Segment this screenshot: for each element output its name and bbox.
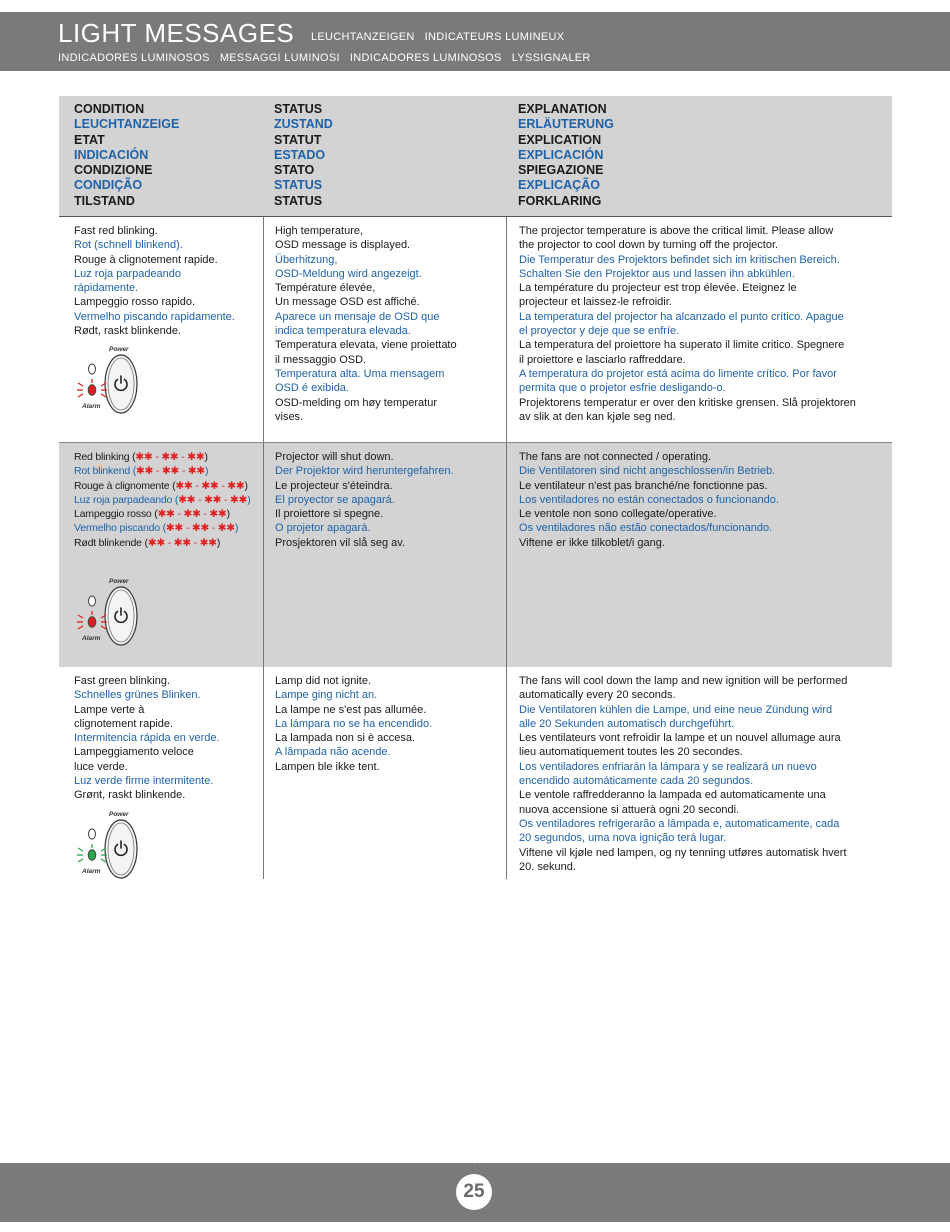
text-line: Projector will shut down. bbox=[275, 451, 394, 463]
power-label: Power bbox=[109, 810, 129, 818]
led-glow-ray bbox=[101, 859, 106, 862]
led-pattern-label: Red blinking ( bbox=[74, 451, 136, 463]
explanation-cell bbox=[506, 443, 892, 667]
text-line: Luz roja parpadeando bbox=[74, 267, 182, 280]
text-line: EXPLICACIÓN bbox=[518, 147, 604, 162]
table-header-row bbox=[59, 96, 892, 217]
text-line: FORKLARING bbox=[518, 193, 602, 208]
text-line: TILSTAND bbox=[74, 193, 135, 208]
text-line: STATUS bbox=[274, 193, 323, 208]
alarm-label: Alarm bbox=[82, 403, 101, 411]
status-cell bbox=[263, 443, 506, 667]
text-line: ERLÄUTERUNG bbox=[518, 117, 614, 132]
text-line: ETAT bbox=[74, 132, 105, 147]
blink-pattern: ✱✱ - ✱✱ - ✱✱ bbox=[157, 508, 227, 521]
led-pattern-close: ) bbox=[244, 479, 248, 492]
text-line: OSD-melding om høy temperatur bbox=[275, 396, 437, 409]
led-glow-ray bbox=[78, 615, 83, 618]
text-line: Lampeggiamento veloce bbox=[74, 746, 194, 759]
alarm-led bbox=[88, 849, 96, 859]
text-line: La température du projecteur est trop élevée. Eteignez le bbox=[519, 282, 797, 295]
text-line: EXPLICAÇÃO bbox=[518, 178, 600, 193]
text-line: Le ventole non sono collegate/operative. bbox=[519, 508, 717, 521]
text-line bbox=[74, 450, 263, 464]
led-pattern-close: ) bbox=[205, 465, 209, 478]
text-line: O projetor apagará. bbox=[275, 522, 371, 535]
text-line: Le ventilateur n'est pas branché/ne fonctionne pas. bbox=[519, 479, 768, 492]
text-line: Die Ventilatoren sind nicht angeschlossen/in Betrieb. bbox=[519, 465, 776, 478]
text-line: Intermitencia rápida en verde. bbox=[74, 732, 220, 745]
text-line: luce verde. bbox=[74, 760, 128, 773]
page-footer bbox=[0, 1163, 950, 1222]
alarm-label: Alarm bbox=[82, 867, 101, 875]
blink-pattern: ✱✱ - ✱✱ - ✱✱ bbox=[135, 465, 206, 478]
power-button-outline bbox=[105, 820, 137, 878]
text-line: The fans are not connected / operating. bbox=[519, 451, 712, 463]
text-line: Lampen ble ikke tent. bbox=[275, 760, 380, 773]
led-pattern-label: Luz roja parpadeando ( bbox=[74, 493, 179, 506]
text-line: permita que o projetor esfrie desligando-o. bbox=[519, 382, 726, 395]
led-glow-ray bbox=[78, 859, 83, 862]
text-line: LEUCHTANZEIGE bbox=[74, 117, 180, 132]
text-line bbox=[74, 464, 263, 478]
page-subtitle-line1: LEUCHTANZEIGEN INDICATEURS LUMINEUX bbox=[311, 31, 565, 43]
condition-text bbox=[74, 674, 263, 803]
text-line: projecteur et laissez-le refroidir. bbox=[519, 296, 672, 309]
led-pattern-label: Vermelho piscando ( bbox=[74, 522, 166, 535]
page-title: LIGHT MESSAGES bbox=[58, 18, 295, 48]
led-indicator bbox=[74, 574, 154, 654]
text-line: Fast red blinking. bbox=[74, 225, 158, 237]
text-line: High temperature, bbox=[275, 225, 364, 237]
text-line: Aparece un mensaje de OSD que bbox=[275, 310, 440, 323]
text-line: alle 20 Sekunden automatisch durchgeführt. bbox=[519, 717, 735, 730]
text-line: Le ventole raffredderanno la lampada ed automaticamente una bbox=[519, 789, 826, 802]
text-line: OSD-Meldung wird angezeigt. bbox=[275, 267, 422, 280]
text-line: A temperatura do projetor está acima do limente crítico. Por favor bbox=[519, 367, 837, 380]
text-line: CONDIZIONE bbox=[74, 163, 153, 178]
text-line: Vermelho piscando rapidamente. bbox=[74, 310, 235, 323]
text-line: lieu automatiquement toutes les 20 secondes. bbox=[519, 746, 743, 759]
header-status-cell bbox=[263, 96, 506, 216]
led-pattern-close: ) bbox=[247, 493, 251, 506]
text-line: encendido automáticamente cada 20 segundos. bbox=[519, 775, 754, 788]
light-messages-table bbox=[59, 96, 892, 879]
alarm-led bbox=[88, 617, 96, 627]
text-line: Projektorens temperatur er over den kritiske grensen. Slå projektoren bbox=[519, 396, 856, 409]
text-line: Os ventiladores refrigerarão a lâmpada e, automaticamente, cada bbox=[519, 817, 840, 830]
text-line: Lampeggio rosso rapido. bbox=[74, 296, 196, 309]
power-button-outline bbox=[105, 355, 137, 413]
explanation-cell bbox=[506, 217, 892, 442]
text-line: Viftene er ikke tilkoblet/i gang. bbox=[519, 536, 665, 549]
text-line: Viftene vil kjøle ned lampen, og ny tenning utføres automatisk hvert bbox=[519, 846, 847, 859]
status-cell bbox=[263, 217, 506, 442]
page-header bbox=[0, 12, 950, 71]
blink-pattern: ✱✱ - ✱✱ - ✱✱ bbox=[165, 522, 235, 535]
indicator-graphic bbox=[74, 807, 154, 887]
text-line: The projector temperature is above the critical limit. Please allow bbox=[519, 225, 834, 237]
text-line: Rouge à clignotement rapide. bbox=[74, 253, 218, 266]
text-line: Überhitzung, bbox=[275, 253, 338, 266]
alarm-label: Alarm bbox=[82, 635, 101, 643]
text-line bbox=[74, 536, 263, 550]
led-pattern-label: Lampeggio rosso ( bbox=[74, 508, 158, 521]
led-glow-ray bbox=[78, 848, 83, 851]
led-indicator bbox=[74, 807, 154, 887]
text-line: Le projecteur s'éteindra. bbox=[275, 479, 393, 492]
header-explanation-cell bbox=[506, 96, 892, 216]
text-line: automatically every 20 seconds. bbox=[519, 689, 676, 702]
text-line: EXPLICATION bbox=[518, 132, 602, 147]
alarm-led bbox=[88, 385, 96, 395]
condition-text bbox=[74, 450, 263, 550]
text-line: Os ventiladores não estão conectados/funcionando. bbox=[519, 522, 773, 535]
led-glow-ray bbox=[78, 394, 83, 397]
condition-cell bbox=[59, 667, 263, 879]
power-label: Power bbox=[109, 346, 129, 354]
text-line: il messaggio OSD. bbox=[275, 353, 367, 366]
led-pattern-close: ) bbox=[204, 451, 208, 463]
text-line: EXPLANATION bbox=[518, 102, 607, 116]
blink-pattern: ✱✱ - ✱✱ - ✱✱ bbox=[135, 451, 205, 463]
condition-cell bbox=[59, 443, 263, 667]
text-line bbox=[74, 507, 263, 521]
text-line: ESTADO bbox=[274, 147, 326, 162]
text-line bbox=[74, 479, 263, 493]
text-line bbox=[74, 521, 263, 535]
led-glow-ray bbox=[78, 626, 83, 629]
table-row bbox=[59, 443, 892, 667]
led-pattern-label: Rødt blinkende ( bbox=[74, 536, 148, 549]
text-line: A lâmpada não acende. bbox=[275, 746, 391, 759]
status-cell bbox=[263, 667, 506, 879]
led-indicator bbox=[74, 342, 154, 422]
text-line: Die Ventilatoren kühlen die Lampe, und eine neue Zündung wird bbox=[519, 703, 833, 716]
table-row bbox=[59, 217, 892, 443]
text-line: El proyector se apagará. bbox=[275, 493, 395, 506]
led-pattern-close: ) bbox=[234, 522, 239, 535]
text-line: Temperatura alta. Uma mensagem bbox=[275, 367, 445, 380]
power-led bbox=[89, 829, 96, 839]
led-glow-ray bbox=[101, 394, 106, 397]
text-line: SPIEGAZIONE bbox=[518, 163, 604, 178]
power-led bbox=[89, 596, 96, 606]
text-line: av slik at den kan kjøle seg ned. bbox=[519, 410, 676, 423]
led-pattern-close: ) bbox=[226, 508, 230, 521]
text-line bbox=[74, 493, 263, 507]
text-line: La lámpara no se ha encendido. bbox=[275, 717, 433, 730]
blink-pattern: ✱✱ - ✱✱ - ✱✱ bbox=[175, 479, 245, 492]
page-number: 25 bbox=[456, 1174, 492, 1210]
power-led bbox=[89, 364, 96, 374]
led-glow-ray bbox=[78, 383, 83, 386]
text-line: indica temperatura elevada. bbox=[275, 325, 411, 338]
text-line: Lamp did not ignite. bbox=[275, 675, 372, 687]
text-line: il proiettore e lasciarlo raffreddare. bbox=[519, 353, 686, 366]
text-line: STATUS bbox=[274, 102, 323, 116]
text-line: Temperatura elevata, viene proiettato bbox=[275, 339, 457, 352]
led-glow-ray bbox=[101, 626, 106, 629]
text-line: Die Temperatur des Projektors befindet sich im kritischen Bereich. bbox=[519, 253, 840, 266]
text-line: Der Projektor wird heruntergefahren. bbox=[275, 465, 454, 478]
text-line: clignotement rapide. bbox=[74, 717, 174, 730]
text-line: nuova accensione si attuerà ogni 20 secondi. bbox=[519, 803, 740, 816]
text-line: La temperatura del projector ha alcanzado el punto crítico. Apague bbox=[519, 310, 844, 323]
text-line: Los ventiladores enfriarán la lámpara y se realizará un nuevo bbox=[519, 760, 817, 773]
text-line: 20. sekund. bbox=[519, 860, 576, 873]
text-line: Schnelles grünes Blinken. bbox=[74, 689, 201, 702]
text-line: Il proiettore si spegne. bbox=[275, 508, 384, 521]
text-line: OSD message is displayed. bbox=[275, 239, 411, 252]
indicator-graphic bbox=[74, 574, 154, 654]
text-line: vises. bbox=[275, 410, 304, 423]
text-line: INDICACIÓN bbox=[74, 147, 149, 162]
text-line: The fans will cool down the lamp and new ignition will be performed bbox=[519, 675, 848, 687]
text-line: Un message OSD est affiché. bbox=[275, 296, 420, 309]
text-line: Rødt, raskt blinkende. bbox=[74, 325, 181, 338]
text-line: Prosjektoren vil slå seg av. bbox=[275, 536, 406, 549]
text-line: La lampe ne s'est pas allumée. bbox=[275, 703, 427, 716]
header-condition-cell bbox=[59, 96, 263, 216]
text-line: ZUSTAND bbox=[274, 117, 333, 132]
power-button-outline bbox=[105, 587, 137, 645]
condition-text bbox=[74, 224, 263, 338]
explanation-cell bbox=[506, 667, 892, 879]
condition-cell bbox=[59, 217, 263, 442]
text-line: Los ventiladores no están conectados o funcionando. bbox=[519, 493, 779, 506]
text-line: Schalten Sie den Projektor aus und lassen ihn abkühlen. bbox=[519, 267, 795, 280]
blink-pattern: ✱✱ - ✱✱ - ✱✱ bbox=[147, 536, 217, 549]
text-line: Lampe ging nicht an. bbox=[275, 689, 378, 702]
text-line: La lampada non si è accesa. bbox=[275, 732, 416, 745]
led-pattern-label: Rot blinkend ( bbox=[74, 465, 136, 478]
text-line: Rot (schnell blinkend). bbox=[74, 239, 183, 252]
led-pattern-close: ) bbox=[216, 536, 221, 549]
text-line: STATUT bbox=[274, 132, 322, 147]
text-line: 20 segundos, uma nova ignição terá lugar. bbox=[519, 832, 727, 845]
led-pattern-label: Rouge à clignomente ( bbox=[74, 479, 176, 492]
text-line: STATO bbox=[274, 163, 315, 178]
page-subtitle-line2: INDICADORES LUMINOSOS MESSAGGI LUMINOSI INDICADORES LUMINOSOS LYSSIGNALER bbox=[58, 52, 591, 64]
text-line: CONDIÇÃO bbox=[74, 178, 143, 193]
text-line: Les ventilateurs vont refroidir la lampe et un nouvel allumage aura bbox=[519, 732, 841, 745]
text-line: el proyector y deje que se enfríe. bbox=[519, 325, 680, 338]
text-line: CONDITION bbox=[74, 102, 145, 116]
footer-divider-tick bbox=[474, 1163, 475, 1167]
text-line: OSD é exibida. bbox=[275, 382, 349, 395]
text-line: the projector to cool down by turning off the projector. bbox=[519, 239, 779, 252]
power-label: Power bbox=[109, 578, 129, 586]
text-line: rápidamente. bbox=[74, 282, 139, 295]
blink-pattern: ✱✱ - ✱✱ - ✱✱ bbox=[178, 493, 248, 506]
text-line: La temperatura del proiettore ha superato il limite critico. Spegnere bbox=[519, 339, 845, 352]
table-row bbox=[59, 667, 892, 879]
text-line: Lampe verte à bbox=[74, 703, 145, 716]
text-line: Température élevée, bbox=[275, 282, 376, 295]
text-line: Grønt, raskt blinkende. bbox=[74, 789, 186, 802]
indicator-graphic bbox=[74, 342, 154, 422]
text-line: Fast green blinking. bbox=[74, 675, 170, 687]
text-line: Luz verde firme intermitente. bbox=[74, 775, 214, 788]
text-line: STATUS bbox=[274, 178, 323, 193]
